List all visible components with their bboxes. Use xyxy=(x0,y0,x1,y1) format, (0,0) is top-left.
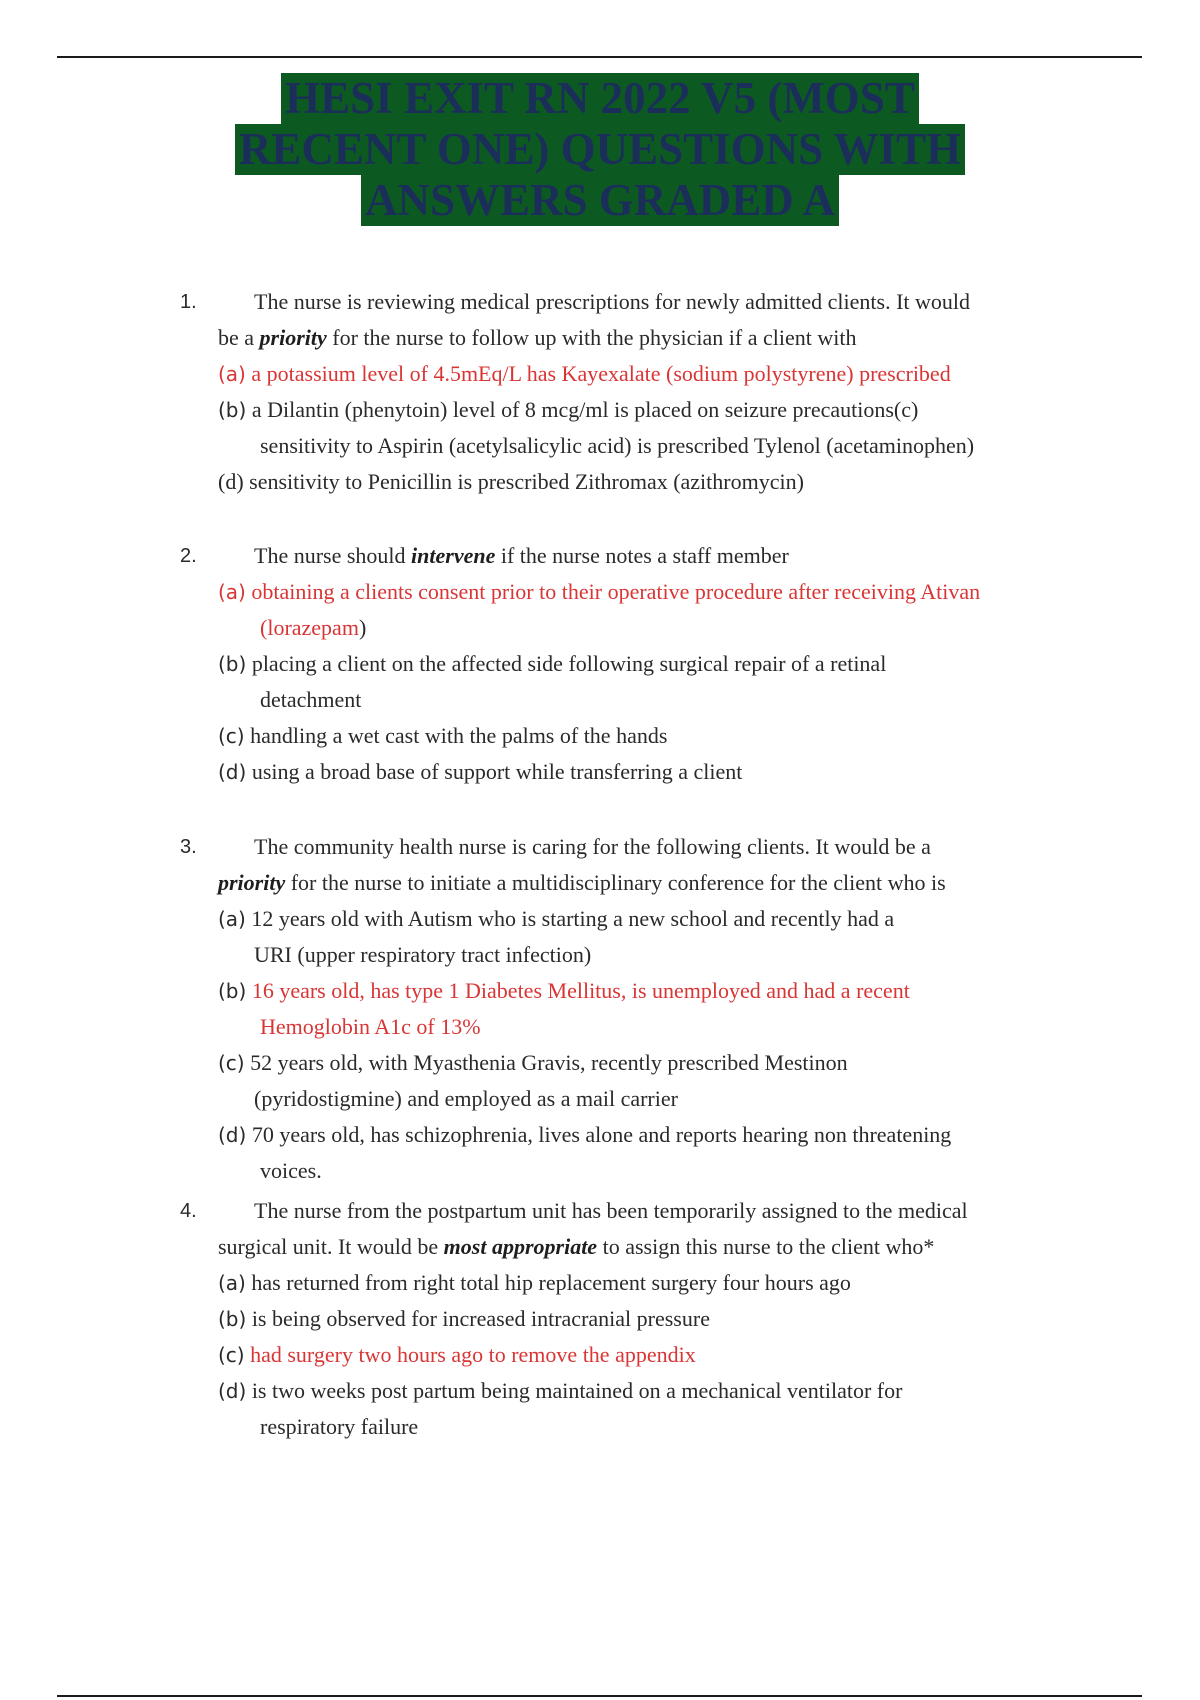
bottom-rule xyxy=(57,1695,1142,1697)
option-b: (b) is being observed for increased intracranial pressure xyxy=(218,1306,710,1331)
option-b: (b) placing a client on the affected side following surgical repair of a retinal xyxy=(218,651,887,676)
option-c-correct: (c) had surgery two hours ago to remove the appendix xyxy=(218,1342,696,1367)
question-number: 2. xyxy=(180,545,197,567)
option-a-continued: (lorazepam) xyxy=(260,615,367,640)
option-a: (a) 12 years old with Autism who is starting a new school and recently had a xyxy=(218,906,895,931)
keyword: intervene xyxy=(411,543,496,568)
question-2 xyxy=(0,538,1200,790)
option-d: (d) sensitivity to Penicillin is prescribed Zithromax (azithromycin) xyxy=(218,469,804,494)
question-stem-continued: priority for the nurse to initiate a multidisciplinary conference for the client who is xyxy=(218,870,946,895)
option-d-continued: respiratory failure xyxy=(260,1414,419,1439)
option-a-correct: (a) obtaining a clients consent prior to their operative procedure after receiving Ativan xyxy=(218,579,981,604)
document-title xyxy=(0,73,1200,226)
option-b-continued: detachment xyxy=(260,687,362,712)
question-stem: The community health nurse is caring for the following clients. It would be a xyxy=(254,834,931,859)
keyword: most appropriate xyxy=(443,1234,598,1259)
question-number: 1. xyxy=(180,291,197,313)
keyword: priority xyxy=(218,870,286,895)
option-c: (c) handling a wet cast with the palms of the hands xyxy=(218,723,668,748)
keyword: priority xyxy=(259,325,327,350)
option-d: (d) 70 years old, has schizophrenia, lives alone and reports hearing non threatening xyxy=(218,1122,952,1147)
title-line-2: RECENT ONE) QUESTIONS WITH xyxy=(235,124,965,175)
option-d-continued: voices. xyxy=(260,1158,322,1183)
question-4 xyxy=(0,1193,1200,1445)
title-line-1: HESI EXIT RN 2022 V5 (MOST xyxy=(281,73,919,124)
option-c-continued: (pyridostigmine) and employed as a mail carrier xyxy=(254,1086,678,1111)
question-stem-continued: be a priority for the nurse to follow up with the physician if a client with xyxy=(218,325,857,350)
question-stem: The nurse should intervene if the nurse notes a staff member xyxy=(254,543,789,568)
option-c: (c) 52 years old, with Myasthenia Gravis, recently prescribed Mestinon xyxy=(218,1050,848,1075)
title-line-3: ANSWERS GRADED A xyxy=(361,175,839,226)
question-1 xyxy=(0,284,1200,500)
option-c: sensitivity to Aspirin (acetylsalicylic acid) is prescribed Tylenol (acetaminophen) xyxy=(260,433,975,458)
top-rule xyxy=(57,56,1142,58)
option-a: (a) has returned from right total hip replacement surgery four hours ago xyxy=(218,1270,851,1295)
option-d: (d) is two weeks post partum being maintained on a mechanical ventilator for xyxy=(218,1378,903,1403)
option-b-correct: (b) 16 years old, has type 1 Diabetes Mellitus, is unemployed and had a recent xyxy=(218,978,910,1003)
question-number: 4. xyxy=(180,1200,197,1222)
option-d: (d) using a broad base of support while transferring a client xyxy=(218,759,743,784)
option-a-correct: (a) a potassium level of 4.5mEq/L has Kayexalate (sodium polystyrene) prescribed xyxy=(218,361,951,386)
option-b: (b) a Dilantin (phenytoin) level of 8 mcg/ml is placed on seizure precautions(c) xyxy=(218,397,919,422)
question-stem: The nurse from the postpartum unit has been temporarily assigned to the medical xyxy=(254,1198,968,1223)
question-number: 3. xyxy=(180,836,197,858)
question-stem: The nurse is reviewing medical prescriptions for newly admitted clients. It would xyxy=(254,289,971,314)
question-stem-continued: surgical unit. It would be most appropriate to assign this nurse to the client who* xyxy=(218,1234,935,1259)
option-b-continued: Hemoglobin A1c of 13% xyxy=(260,1014,481,1039)
question-3 xyxy=(0,829,1200,1189)
option-a-continued: URI (upper respiratory tract infection) xyxy=(254,942,592,967)
